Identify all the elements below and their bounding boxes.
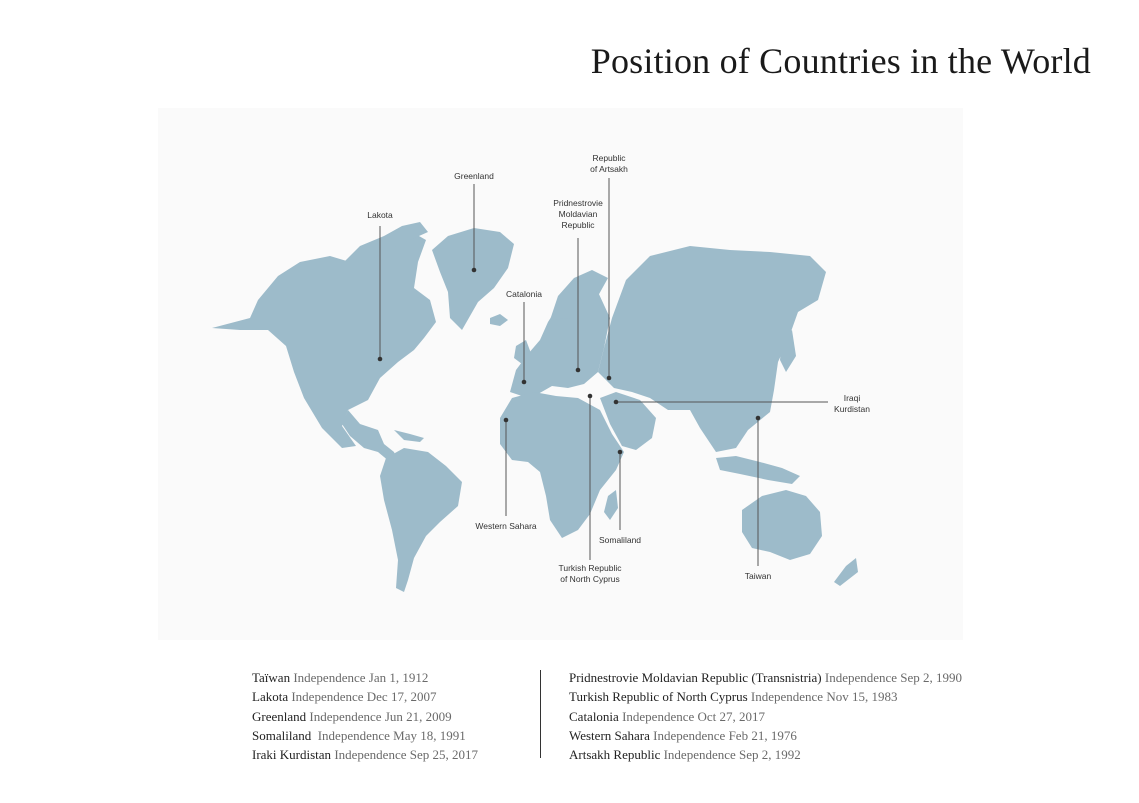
legend-country-name: Catalonia [569, 708, 619, 724]
legend-independence-date: Independence Feb 21, 1976 [653, 727, 797, 743]
landmasses [212, 222, 858, 592]
trnc-label-line-1: Turkish Republic [558, 563, 622, 573]
catalonia-label: Catalonia [506, 289, 542, 299]
greenland-label: Greenland [454, 171, 494, 181]
western-sahara-marker [504, 418, 509, 423]
africa-landmass [500, 392, 624, 538]
legend-country-name: Artsakh Republic [569, 747, 661, 763]
iraqi-kurdistan-marker [614, 400, 619, 405]
legend-row [252, 745, 478, 764]
artsakh-marker [607, 376, 612, 381]
legend-country-name: Iraki Kurdistan [252, 747, 332, 763]
lakota-label: Lakota [367, 210, 393, 220]
legend-right-column [569, 668, 962, 764]
legend-country-name: Greenland [252, 708, 307, 724]
legend-country-name: Lakota [252, 689, 289, 705]
legend-independence-date: Independence Oct 27, 2017 [622, 708, 766, 724]
legend-country-name: Pridnestrovie Moldavian Republic (Transnistria) [569, 670, 822, 685]
legend-country-name: Turkish Republic of North Cyprus [569, 689, 748, 705]
iraqi-kurdistan-label-line-1: Iraqi [843, 393, 861, 403]
legend-left-column [252, 668, 478, 764]
page-title: Position of Countries in the World [590, 41, 1091, 81]
legend-independence-date: Independence Dec 17, 2007 [291, 689, 437, 705]
pmr-label-line-3: Republic [561, 220, 595, 230]
australia-landmass [742, 490, 822, 560]
legend-country-name: Taïwan [252, 670, 291, 685]
legend-row [569, 707, 962, 726]
legend-divider [540, 670, 541, 758]
legend-independence-date: Independence Sep 25, 2017 [334, 747, 478, 763]
legend-row [252, 726, 478, 745]
legend-row [569, 726, 962, 745]
legend-independence-date: Independence Jun 21, 2009 [309, 708, 452, 724]
pmr-label-line-2: Moldavian [558, 209, 598, 219]
legend-independence-date: Independence Nov 15, 1983 [750, 689, 898, 705]
legend-row [252, 668, 478, 687]
taiwan-marker [756, 416, 761, 421]
taiwan-label: Taiwan [744, 571, 772, 581]
central-america-landmass [342, 410, 398, 462]
trnc-marker [588, 394, 593, 399]
western-sahara-label: Western Sahara [475, 521, 537, 531]
legend-independence-date: Independence Sep 2, 1992 [663, 747, 801, 763]
somaliland-marker [618, 450, 623, 455]
legend-row [569, 745, 962, 764]
somaliland-label: Somaliland [598, 535, 642, 545]
lakota-marker [378, 357, 383, 362]
legend-row [252, 707, 478, 726]
artsakh-label-line-1: Republic [592, 153, 626, 163]
greenland-marker [472, 268, 477, 273]
pmr-label-line-1: Pridnestrovie [553, 198, 603, 208]
new-zealand-landmass [834, 558, 858, 586]
iceland-landmass [490, 314, 508, 326]
artsakh-label-line-2: of Artsakh [590, 164, 628, 174]
trnc-label-line-2: of North Cyprus [560, 574, 620, 584]
pmr-marker [576, 368, 581, 373]
iraqi-kurdistan-label-line-2: Kurdistan [834, 404, 870, 414]
legend-independence-date: Independence May 18, 1991 [317, 727, 466, 743]
legend-country-name: Western Sahara [569, 727, 650, 743]
legend-independence-date: Independence Sep 2, 1990 [824, 670, 963, 685]
legend-row [252, 687, 478, 706]
north-america-landmass [212, 232, 436, 448]
caribbean-landmass [394, 430, 424, 442]
south-america-landmass [380, 448, 462, 592]
legend-row [569, 668, 962, 687]
legend-independence-date: Independence Jan 1, 1912 [293, 670, 429, 685]
catalonia-marker [522, 380, 527, 385]
legend-country-name: Somaliland [252, 727, 312, 743]
legend-row [569, 687, 962, 706]
madagascar-landmass [604, 490, 618, 520]
greenland-landmass [432, 228, 514, 330]
